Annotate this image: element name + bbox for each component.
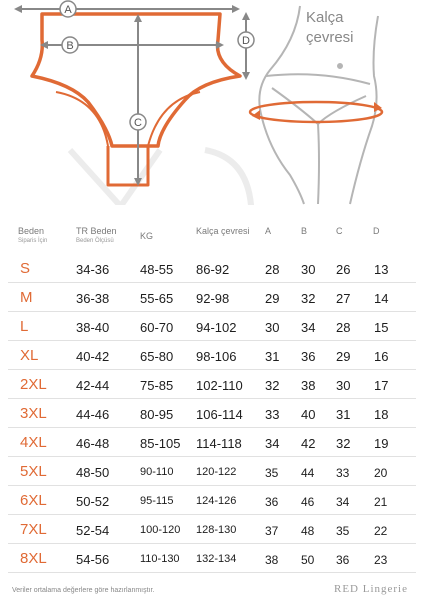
size-cell: 5XL [20,463,47,480]
size-cell: L [20,318,29,335]
header-beden-sub: Siparis İçin [18,238,48,244]
size-cell: 2XL [20,376,47,393]
a-cell: 28 [265,262,280,277]
header-tr-beden-sub: Beden Ölçüsü [76,238,114,244]
header-c: C [336,226,343,236]
table-row [0,284,424,312]
d-cell: 14 [374,291,389,306]
header-b: B [301,226,308,236]
row-divider [8,340,416,341]
row-divider [8,543,416,544]
dimension-c-label: C [134,117,142,129]
row-divider [8,369,416,370]
a-cell: 36 [265,495,279,509]
kg-cell: 55-65 [140,291,174,306]
tr-size-cell: 36-38 [76,291,110,306]
d-cell: 23 [374,553,388,567]
a-cell: 33 [265,407,280,422]
table-row [0,516,424,544]
kg-cell: 90-110 [140,466,174,478]
tr-size-cell: 34-36 [76,262,110,277]
row-divider [8,572,416,573]
a-cell: 35 [265,466,279,480]
size-cell: 3XL [20,405,47,422]
table-row [0,429,424,457]
size-cell: 8XL [20,550,47,567]
header-kalca: Kalça çevresi [196,226,250,236]
row-divider [8,427,416,428]
hip-measure-line [250,102,382,122]
b-cell: 32 [301,291,316,306]
size-cell: 4XL [20,434,47,451]
c-cell: 34 [336,495,350,509]
dimension-a-label: A [64,4,72,16]
header-beden: Beden Siparis İçin [18,226,48,244]
row-divider [8,514,416,515]
tr-size-cell: 46-48 [76,436,110,451]
kg-cell: 48-55 [140,262,174,277]
size-cell: XL [20,347,39,364]
a-cell: 34 [265,436,280,451]
kg-cell: 100-120 [140,524,181,536]
c-cell: 32 [336,436,351,451]
header-a: A [265,226,272,236]
header-kg: KG [140,231,154,241]
footer-note: Veriler ortalama değerlere göre hazırlanmıştır. [12,587,155,594]
d-cell: 22 [374,524,388,538]
tr-size-cell: 52-54 [76,523,110,538]
tr-size-cell: 42-44 [76,378,110,393]
d-cell: 18 [374,407,389,422]
kg-cell: 95-115 [140,495,174,507]
b-cell: 30 [301,262,316,277]
a-cell: 38 [265,553,279,567]
row-divider [8,456,416,457]
table-header [0,222,424,250]
hip-label-line1: Kalça [306,9,344,26]
row-divider [8,485,416,486]
table-row [0,342,424,370]
table-row [0,545,424,573]
b-cell: 44 [301,466,315,480]
dimension-b-label: B [66,40,74,52]
c-cell: 27 [336,291,351,306]
row-divider [8,282,416,283]
hip-cell: 86-92 [196,262,230,277]
kg-cell: 60-70 [140,320,174,335]
dimension-d-label: D [242,35,250,47]
a-cell: 31 [265,349,280,364]
a-cell: 32 [265,378,280,393]
hip-cell: 114-118 [196,436,242,451]
size-cell: S [20,260,31,277]
b-cell: 40 [301,407,316,422]
size-cell: 6XL [20,492,47,509]
c-cell: 35 [336,524,350,538]
hip-cell: 94-102 [196,320,237,335]
watermark-logo [70,150,252,205]
b-cell: 48 [301,524,315,538]
c-cell: 26 [336,262,351,277]
tr-size-cell: 40-42 [76,349,110,364]
b-cell: 46 [301,495,315,509]
hip-label-line2: çevresi [306,29,354,46]
kg-cell: 110-130 [140,553,180,565]
hip-cell: 120-122 [196,466,237,478]
d-cell: 15 [374,320,389,335]
b-cell: 42 [301,436,316,451]
d-cell: 21 [374,495,388,509]
hip-cell: 102-110 [196,378,243,393]
kg-cell: 80-95 [140,407,174,422]
b-cell: 50 [301,553,315,567]
row-divider [8,398,416,399]
size-cell: M [20,289,33,306]
a-cell: 30 [265,320,280,335]
header-d: D [373,226,380,236]
a-cell: 37 [265,524,279,538]
c-cell: 28 [336,320,351,335]
c-cell: 36 [336,553,350,567]
c-cell: 29 [336,349,351,364]
c-cell: 30 [336,378,351,393]
d-cell: 19 [374,436,389,451]
b-cell: 34 [301,320,316,335]
hip-cell: 92-98 [196,291,230,306]
table-row [0,487,424,515]
size-illustration [0,0,424,205]
a-cell: 29 [265,291,280,306]
hip-cell: 98-106 [196,349,237,364]
tr-size-cell: 48-50 [76,465,110,480]
brand-logo: RED Lingerie [333,583,408,595]
kg-cell: 65-80 [140,349,174,364]
table-row [0,400,424,428]
table-row [0,458,424,486]
header-tr-beden: TR Beden Beden Ölçüsü [76,226,117,244]
size-cell: 7XL [20,521,47,538]
d-cell: 16 [374,349,389,364]
table-row [0,371,424,399]
d-cell: 17 [374,378,389,393]
c-cell: 33 [336,466,350,480]
c-cell: 31 [336,407,351,422]
d-cell: 20 [374,466,388,480]
kg-cell: 75-85 [140,378,174,393]
row-divider [8,311,416,312]
tr-size-cell: 38-40 [76,320,110,335]
hip-cell: 124-126 [196,495,237,507]
table-row [0,313,424,341]
tr-size-cell: 50-52 [76,494,110,509]
hip-cell: 132-134 [196,553,237,565]
table-row [0,255,424,283]
d-cell: 13 [374,262,389,277]
b-cell: 36 [301,349,316,364]
hip-cell: 128-130 [196,524,237,536]
b-cell: 38 [301,378,316,393]
tr-size-cell: 44-46 [76,407,110,422]
kg-cell: 85-105 [140,436,181,451]
hip-cell: 106-114 [196,407,243,422]
tr-size-cell: 54-56 [76,552,110,567]
